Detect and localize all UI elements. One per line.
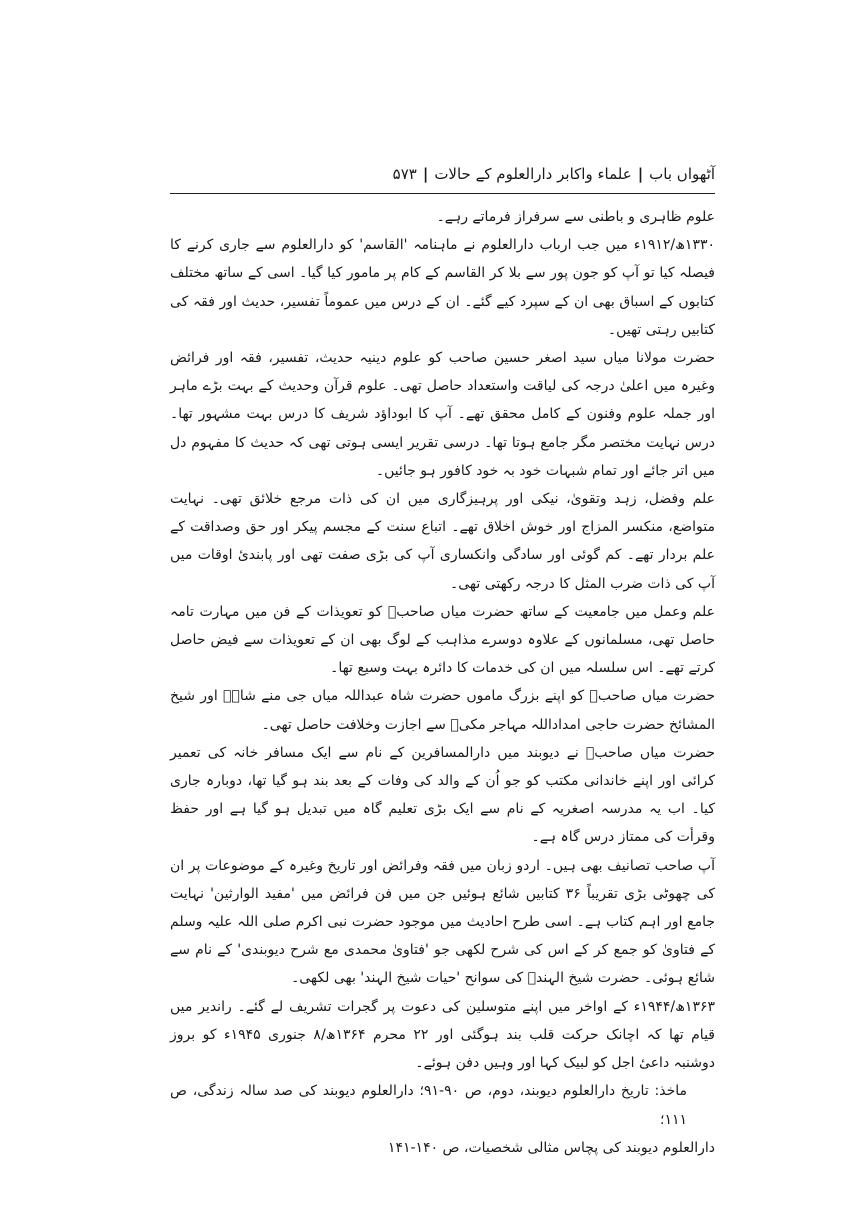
paragraph: حضرت مولانا میاں سید اصغر حسین صاحب کو علوم دینیہ حدیث، تفسیر، فقہ اور فرائض وغیرہ میں اعلیٰ درجہ کی لیاقت واستعداد حاصل تھی۔ علوم قرآن وحدیث کے بہت بڑے ماہر اور جملہ علوم وفنون کے کامل محقق تھے۔ آپ کا ابوداؤد شریف کا درس بہت مشہور تھا۔ درس نہایت مختصر مگر جامع ہوتا تھا۔ درسی تقریر ایسی ہوتی تھی کہ حدیث کا مفہوم دل میں اتر جائے اور تمام شبہات خود بہ خود کافور ہو جائیں۔: [170, 350, 715, 479]
paragraph: ۱۳۳۰ھ/۱۹۱۲ء میں جب ارباب دارالعلوم نے ماہنامہ 'القاسم' کو دارالعلوم سے جاری کرنے کا فیصلہ کیا تو آپ کو جون پور سے بلا کر القاسم کے کام پر مامور کیا گیا۔ اسی کے ساتھ مختلف کتابوں کے اسباق بھی ان کے سپرد کیے گئے۔ ان کے درس میں عموماً تفسیر، حدیث اور فقہ کی کتابیں رہتی تھیں۔: [170, 237, 715, 338]
body-text: [170, 203, 715, 1156]
running-header: [170, 160, 715, 188]
page-number: ۵۷۳: [392, 165, 417, 183]
sources-line: ماخذ: تاریخ دارالعلوم دیوبند، دوم، ص ۹۰-۹۱؛ دارالعلوم دیوبند کی صد سالہ زندگی، ص ۱۱۱؛: [170, 1083, 687, 1128]
paragraph: آپ صاحب تصانیف بھی ہیں۔ اردو زبان میں فقہ وفرائض اور تاریخ وغیرہ کے موضوعات پر ان کی چھوٹی بڑی تقریباً ۳۶ کتابیں شائع ہوئیں جن میں فن فرائض میں 'مفید الوارثین' نہایت جامع اور اہم کتاب ہے۔ اسی طرح احادیث میں موجود حضرت نبی اکرم صلی اللہ علیہ وسلم کے فتاویٰ کو جمع کر کے اس کی شرح لکھی جو 'فتاویٰ محمدی مع شرح دیوبندی' کے نام سے شائع ہوئی۔ حضرت شیخ الہندؒ کی سوانح 'حیات شیخ الہند' بھی لکھی۔: [170, 857, 715, 987]
paragraph: علم وفضل، زہد وتقویٰ، نیکی اور پرہیزگاری میں ان کی ذات مرجع خلائق تھی۔ نہایت متواضع، منکسر المزاج اور خوش اخلاق تھے۔ اتباع سنت کے مجسم پیکر اور حق وصداقت کے علم بردار تھے۔ کم گوئی اور سادگی وانکساری آپ کی بڑی صفت تھی اور پابندیٔ اوقات میں آپ کی ذات ضرب المثل کا درجہ رکھتی تھی۔: [170, 491, 715, 592]
header-separator: |: [422, 165, 429, 183]
header-title: علماء واکابر دارالعلوم کے حالات: [434, 165, 632, 183]
header-rule: [170, 193, 715, 194]
paragraph: ۱۳۶۳ھ/۱۹۴۴ء کے اواخر میں اپنے متوسلین کی دعوت پر گجرات تشریف لے گئے۔ راندیر میں قیام تھا کہ اچانک حرکت قلب بند ہوگئی اور ۲۲ محرم ۱۳۶۴ھ/۸ جنوری ۱۹۴۵ء کو بروز دوشنبہ داعیٔ اجل کو لبیک کہا اور وہیں دفن ہوئے۔: [170, 998, 715, 1072]
paragraph: حضرت میاں صاحبؒ نے دیوبند میں دارالمسافرین کے نام سے ایک مسافر خانہ کی تعمیر کرائی اور اپنے خاندانی مکتب کو جو اُن کے والد کی وفات کے بعد بند ہو گیا تھا، دوبارہ جاری کیا۔ اب یہ مدرسہ اصغریہ کے نام سے ایک بڑی تعلیم گاہ میں تبدیل ہو گیا ہے اور حفظ وقرأت کی ممتاز درس گاہ ہے۔: [170, 744, 715, 846]
header-separator: |: [637, 165, 644, 183]
sources-line: دارالعلوم دیوبند کی پچاس مثالی شخصیات، ص ۱۴۰-۱۴۱: [387, 1139, 715, 1156]
chapter-label: آٹھواں باب: [649, 165, 715, 183]
paragraph: علم وعمل میں جامعیت کے ساتھ حضرت میاں صاحبؒ کو تعویذات کے فن میں مہارت تامہ حاصل تھی، مسلمانوں کے علاوہ دوسرے مذاہب کے لوگ بھی ان کے تعویذات سے فیض حاصل کرتے تھے۔ اس سلسلہ میں ان کی خدمات کا دائرہ بہت وسیع تھا۔: [170, 603, 715, 677]
paragraph: حضرت میاں صاحبؒ کو اپنے بزرگ ماموں حضرت شاہ عبداللہ میاں جی منے شاہؒ اور شیخ المشائخ حضرت حاجی امداداللہ مہاجر مکیؒ سے اجازت وخلافت حاصل تھی۔: [170, 688, 715, 733]
paragraph: علوم ظاہری و باطنی سے سرفراز فرماتے رہے۔: [436, 209, 715, 225]
